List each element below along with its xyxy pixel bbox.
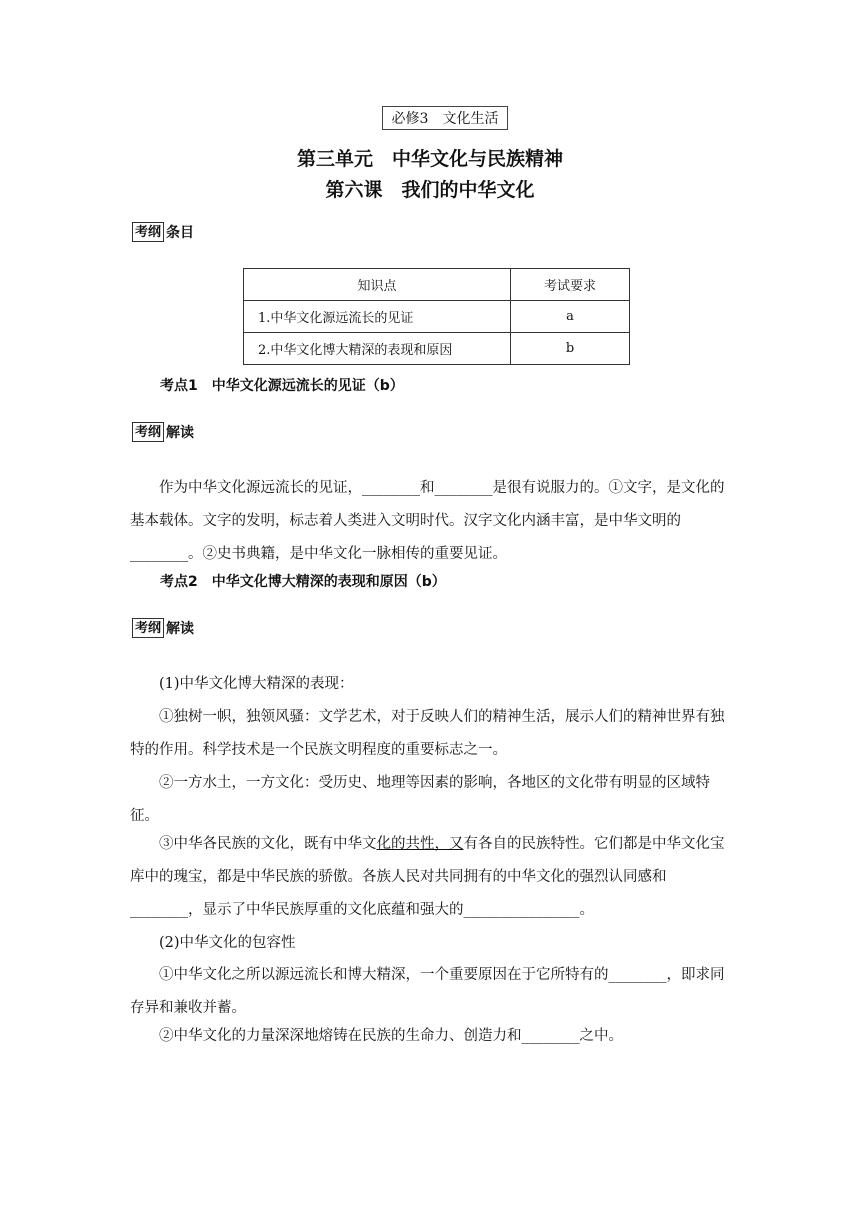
s1-paragraph-3 bbox=[130, 828, 734, 927]
outline-label: 条目 bbox=[166, 225, 195, 241]
kaogang-box: 考纲 bbox=[132, 618, 164, 638]
s2-paragraph-2: ②中华文化的力量深深地熔铸在民族的生命力、创造力和________之中。 bbox=[159, 1028, 623, 1044]
interpret-label: 解读 bbox=[166, 621, 195, 637]
kaodian2-title: 考点2 中华文化博大精深的表现和原因（b） bbox=[160, 574, 446, 590]
interpret-heading-2 bbox=[132, 616, 194, 640]
table-row bbox=[244, 301, 630, 333]
interpret-label: 解读 bbox=[166, 425, 195, 441]
kaogang-box: 考纲 bbox=[132, 222, 164, 242]
kaogang-box: 考纲 bbox=[132, 422, 164, 442]
table-cell-point: 2.中华文化博大精深的表现和原因 bbox=[244, 333, 511, 365]
kaodian1-paragraph: 作为中华文化源远流长的见证，________和________是很有说服力的。①文字，是文化的基本载体。文字的发明，标志着人类进入文明时代。汉字文化内涵丰富，是中华文明的________。②史书典籍，是中华文化一脉相传的重要见证。 bbox=[130, 480, 725, 562]
table-header-row bbox=[244, 269, 630, 301]
s2-heading: (2)中华文化的包容性 bbox=[159, 935, 296, 951]
table-header-point: 知识点 bbox=[244, 269, 511, 301]
unit-title: 第三单元 中华文化与民族精神 bbox=[296, 148, 563, 170]
table-row bbox=[244, 333, 630, 365]
s1-p3-underlined: 化的共性，又 bbox=[376, 836, 464, 852]
interpret-heading-1 bbox=[132, 420, 194, 444]
s2-paragraph-1: ①中华文化之所以源远流长和博大精深，一个重要原因在于它所特有的________，即求同存异和兼收并蓄。 bbox=[130, 967, 725, 1016]
table-cell-point: 1.中华文化源远流长的见证 bbox=[244, 301, 511, 333]
syllabus-table bbox=[243, 268, 630, 365]
table-cell-req: a bbox=[511, 301, 630, 333]
s1-p3-part-b: 有各自的民族特性。它们都是中华文化宝库中的瑰宝，都是中华民族的骄傲。各族人民对共同拥有的中华文化的强烈认同感和________，显示了中华民族厚重的文化底蕴和强大的________________。 bbox=[130, 836, 725, 918]
table-header-req: 考试要求 bbox=[511, 269, 630, 301]
s1-heading: (1)中华文化博大精深的表现： bbox=[159, 676, 354, 692]
module-tag: 必修3 文化生活 bbox=[382, 106, 508, 130]
s1-paragraph-1: ①独树一帜，独领风骚：文学艺术，对于反映人们的精神生活，展示人们的精神世界有独特的作用。科学技术是一个民族文明程度的重要标志之一。 bbox=[130, 709, 725, 758]
outline-heading bbox=[132, 220, 194, 244]
s1-paragraph-2: ②一方水土，一方文化：受历史、地理等因素的影响，各地区的文化带有明显的区域特征。 bbox=[130, 775, 710, 824]
kaodian1-title: 考点1 中华文化源远流长的见证（b） bbox=[160, 378, 404, 394]
s1-p3-part-a: ③中华各民族的文化，既有中华文 bbox=[159, 836, 377, 852]
lesson-title: 第六课 我们的中华文化 bbox=[325, 179, 535, 201]
table-cell-req: b bbox=[511, 333, 630, 365]
